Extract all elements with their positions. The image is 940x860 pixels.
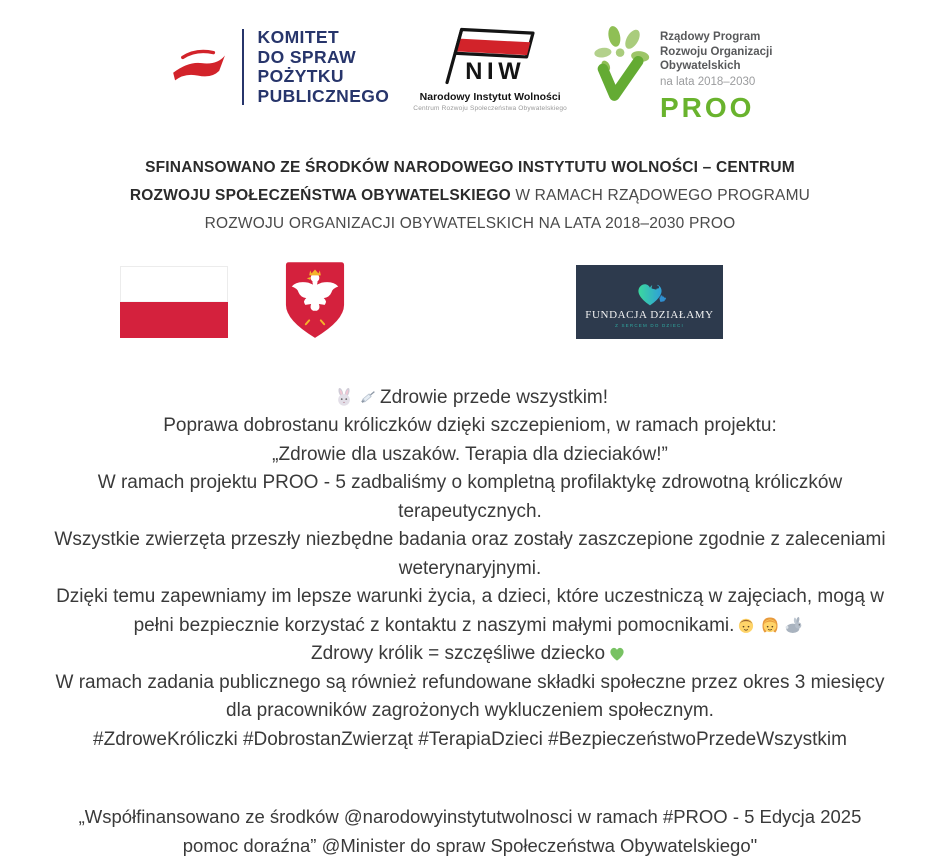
komitet-divider	[242, 29, 244, 105]
body-line-text: Poprawa dobrostanu króliczków dzięki szczepieniom, w ramach projektu:	[163, 415, 777, 436]
niw-logo	[413, 24, 567, 112]
foundation-title: FUNDACJA DZIAŁAMY	[585, 308, 714, 321]
syringe-icon	[358, 387, 378, 407]
rabbit-face-icon	[334, 387, 354, 407]
proo-program-line: Rządowy Program	[659, 31, 761, 43]
proo-program-line: Obywatelskich	[659, 60, 741, 72]
polish-eagle-emblem	[284, 260, 346, 344]
proo-acronym: PROO	[659, 91, 755, 123]
body-line-text: #ZdroweKróliczki #DobrostanZwierząt #TerapiaDzieci #BezpieczeństwoPrzedeWszystkim	[93, 728, 847, 750]
komitet-title-line: KOMITET	[257, 27, 340, 47]
polish-flag	[120, 266, 228, 338]
komitet-title-line: DO SPRAW	[257, 46, 357, 67]
body-line	[44, 526, 896, 583]
body-line	[44, 441, 896, 470]
niw-subtitle: Centrum Rozwoju Społeczeństwa Obywatelskiego	[413, 105, 567, 112]
emblems-row	[0, 260, 940, 344]
foundation-tagline: Z SERCEM DO DZIECI	[615, 322, 684, 328]
body-line	[44, 726, 896, 755]
komitet-title-line: POŻYTKU	[257, 66, 344, 86]
body-text	[44, 384, 896, 755]
header-logos	[0, 0, 940, 124]
body-line	[44, 469, 896, 526]
rabbit-icon	[784, 615, 804, 635]
footer-text: „Współfinansowano ze środków @narodowyinstytutwolnosci w ramach #PROO - 5 Edycja 2025 pomoc doraźna” @Minister do spraw Społeczeństwa Obywatelskiego"	[78, 806, 862, 856]
funding-segment: ROZWOJU ORGANIZACJI OBYWATELSKICH NA LATA 2018–2030 PROO	[204, 214, 736, 232]
funding-segment: W RAMACH RZĄDOWEGO PROGRAMU	[510, 186, 811, 204]
proo-logo	[593, 24, 772, 124]
body-line	[44, 669, 896, 726]
foundation-logo	[576, 265, 723, 339]
proo-years: na lata 2018–2030	[659, 75, 756, 88]
boy-icon	[736, 615, 756, 635]
green-heart-icon	[607, 643, 627, 663]
body-line-text: Dzięki temu zapewniamy im lepsze warunki życia, a dzieci, które uczestniczą w zajęciach, mogą w pełni bezpiecznie korzystać z kontaktu z naszymi małymi pomocnikami.	[56, 586, 884, 636]
niw-name: Narodowy Instytut Wolności	[419, 91, 561, 103]
funding-line	[0, 182, 940, 210]
foundation-heart-puzzle-icon	[632, 278, 668, 308]
funding-segment: SFINANSOWANO ZE ŚRODKÓW NARODOWEGO INSTYTUTU WOLNOŚCI – CENTRUM	[145, 158, 795, 176]
funding-line	[0, 154, 940, 182]
proo-flower-icon	[593, 24, 651, 108]
proo-program-line: Rozwoju Organizacji	[659, 45, 773, 58]
body-line	[44, 412, 896, 441]
komitet-title-line: PUBLICZNEGO	[257, 85, 390, 106]
funding-line	[0, 210, 940, 238]
niw-flag-icon	[426, 24, 554, 88]
body-line	[44, 640, 896, 669]
body-line-text: „Zdrowie dla uszaków. Terapia dla dzieciaków!”	[272, 443, 668, 465]
komitet-flag-icon	[168, 44, 232, 90]
komitet-title	[258, 28, 390, 106]
body-line	[44, 384, 896, 413]
body-line-text: Wszystkie zwierzęta przeszły niezbędne badania oraz zostały zaszczepione zgodnie z zaleceniami weterynaryjnymi.	[54, 529, 886, 579]
body-line-text: W ramach projektu PROO - 5 zadbaliśmy o kompletną profilaktykę zdrowotną króliczków terapeutycznych.	[97, 472, 843, 522]
funding-statement	[0, 154, 940, 238]
niw-acronym: NIW	[465, 57, 526, 85]
body-line-text: Zdrowie przede wszystkim!	[379, 386, 609, 408]
funding-segment: ROZWOJU SPOŁECZEŃSTWA OBYWATELSKIEGO	[129, 186, 511, 204]
body-line-text: W ramach zadania publicznego są również refundowane składki społeczne przez okres 3 miesięcy dla pracowników zagrożonych wykluczeniem społecznym.	[55, 671, 885, 721]
komitet-logo	[168, 28, 390, 106]
body-line-text: Zdrowy królik = szczęśliwe dziecko	[310, 643, 606, 664]
girl-icon	[760, 615, 780, 635]
body-line	[44, 583, 896, 640]
proo-text	[660, 24, 772, 124]
